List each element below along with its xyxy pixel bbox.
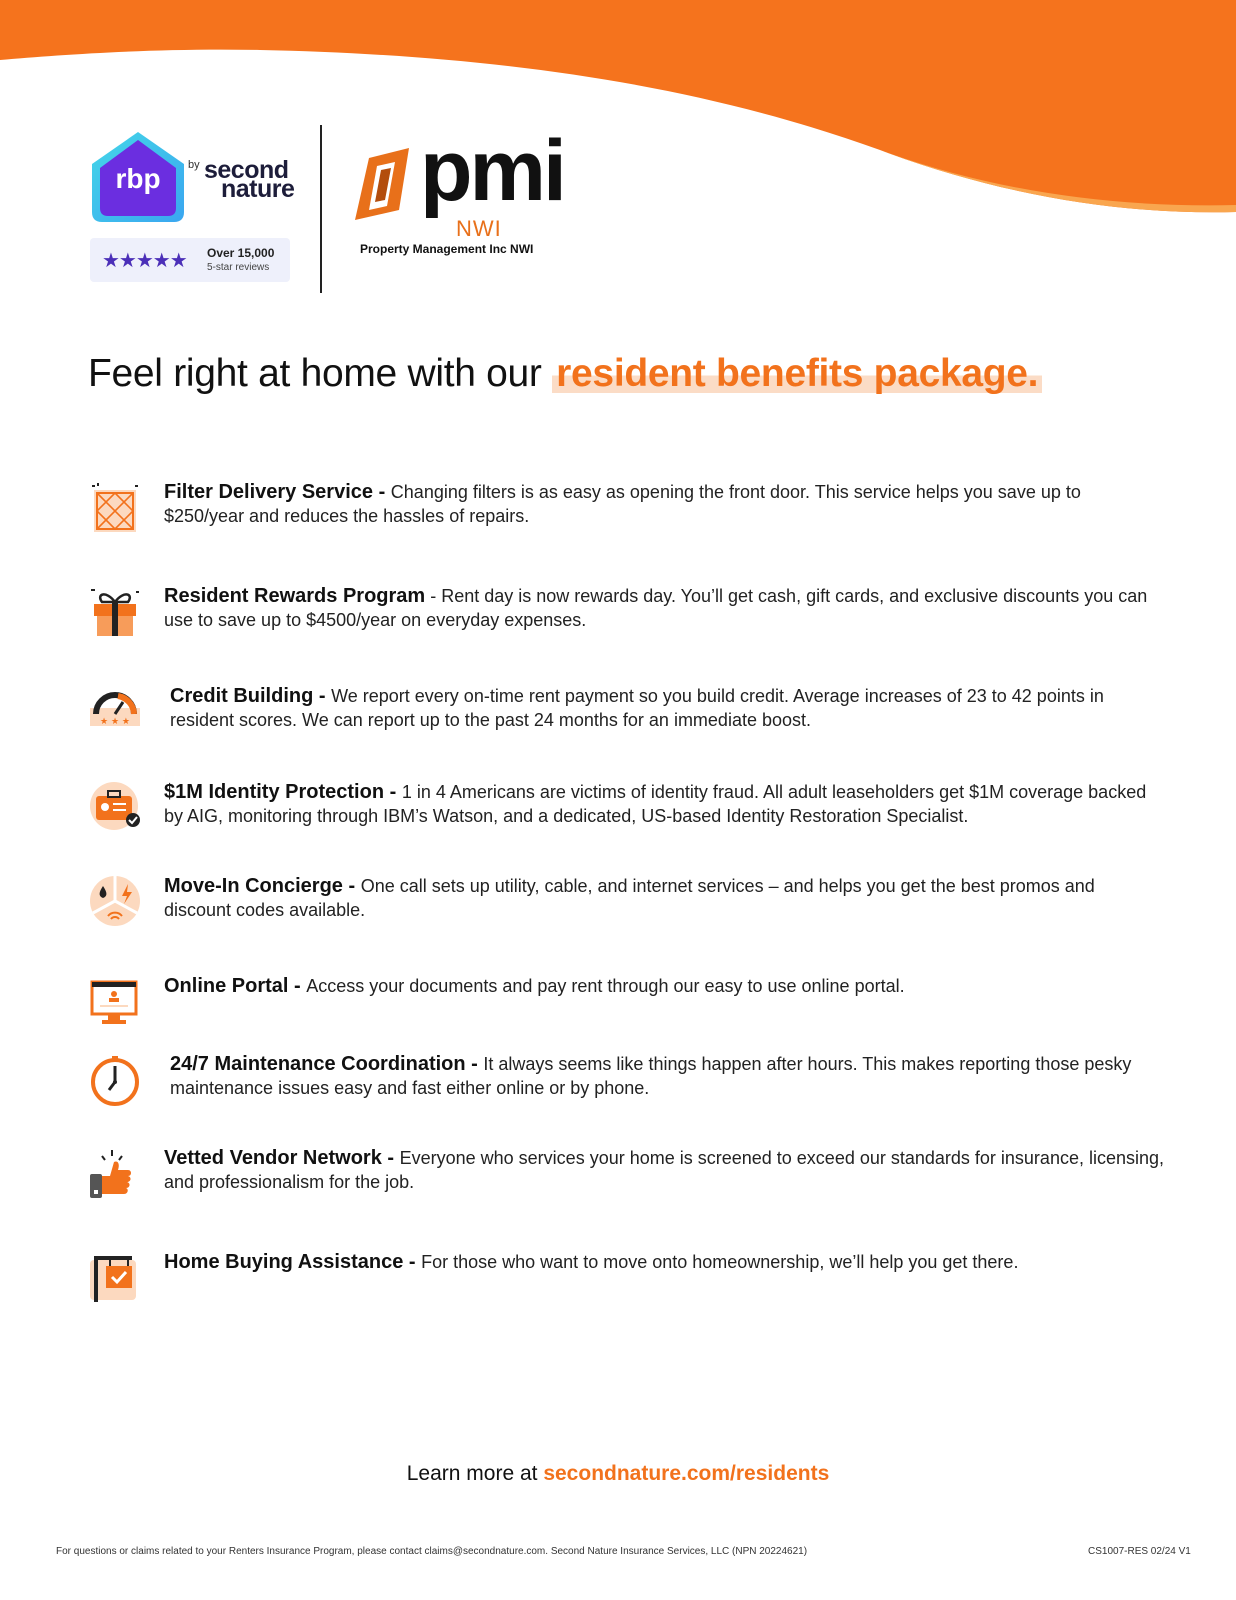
pmi-logo-text: pmi xyxy=(420,123,564,219)
benefit-title: Filter Delivery Service - xyxy=(164,481,391,503)
benefit-title: Credit Building - xyxy=(170,685,332,707)
benefit-title: Home Buying Assistance - xyxy=(164,1251,422,1273)
benefit-desc: - Rent day is now rewards day. You’ll get cash, gift cards, and exclusive discounts you can use to save up to $4500/year on everyday expenses. xyxy=(164,586,1148,630)
benefit-desc: Everyone who services your home is screened to exceed our standards for insurance, licensing, and professionalism for the job. xyxy=(164,1148,1165,1192)
rbp-logo xyxy=(88,130,188,225)
headline-highlight: resident benefits package. xyxy=(552,352,1042,395)
svg-text:★ ★ ★: ★ ★ ★ xyxy=(100,717,130,727)
benefit-title: 24/7 Maintenance Coordination - xyxy=(170,1053,484,1075)
reviews-label: 5-star reviews xyxy=(207,262,270,273)
headline-lead: Feel right at home with our xyxy=(88,352,553,395)
home-sign-icon xyxy=(88,1250,142,1304)
footer-code: CS1007-RES 02/24 V1 xyxy=(1088,1546,1191,1557)
benefit-desc: Changing filters is as easy as opening the front door. This service helps you save up to $250/year and reduces the hassles of repairs. xyxy=(164,482,1081,526)
benefit-desc: One call sets up utility, cable, and internet services – and helps you get the best promos and discount codes available. xyxy=(164,876,1095,920)
nature-label: nature xyxy=(221,175,295,203)
benefit-desc: For those who want to move onto homeownership, we’ll help you get there. xyxy=(421,1252,1019,1272)
footer-disclaimer: For questions or claims related to your Renters Insurance Program, please contact claims@secondnature.com. Second Nature Insurance Services, LLC (NPN 20224621) xyxy=(56,1546,808,1557)
learn-more xyxy=(0,1462,1236,1486)
benefit-title: Online Portal - xyxy=(164,975,307,997)
filter-icon xyxy=(88,480,142,534)
benefit-title: Vetted Vendor Network - xyxy=(164,1147,400,1169)
star-rating-icon: ★★★★★ xyxy=(102,250,187,272)
reviews-count: Over 15,000 xyxy=(207,246,275,260)
rbp-logo-text: rbp xyxy=(115,163,161,194)
utilities-icon xyxy=(88,874,142,928)
benefit-title: $1M Identity Protection - xyxy=(164,781,402,803)
thumbs-up-icon xyxy=(88,1146,142,1200)
benefit-desc: We report every on-time rent payment so you build credit. Average increases of 23 to 42 points in resident scores. We can report up to the past 24 months for an immediate boost. xyxy=(170,686,1104,730)
pmi-region: NWI xyxy=(456,216,502,241)
reviews-badge xyxy=(90,238,290,282)
learn-more-link[interactable]: secondnature.com/residents xyxy=(543,1462,830,1485)
credit-gauge-icon xyxy=(88,684,142,738)
benefit-desc: 1 in 4 Americans are victims of identity fraud. All adult leaseholders get $1M coverage backed by AIG, monitoring through IBM’s Watson, and a dedicated, US-based Identity Restoration Specialist. xyxy=(164,782,1147,826)
benefit-desc: Access your documents and pay rent through our easy to use online portal. xyxy=(306,976,905,996)
pmi-subtitle: Property Management Inc NWI xyxy=(360,242,534,256)
by-label: by xyxy=(188,159,200,171)
pmi-mark-icon xyxy=(355,148,415,223)
benefit-desc: It always seems like things happen after hours. This makes reporting those pesky maintenance issues easy and fast either online or by phone. xyxy=(170,1054,1132,1098)
identity-card-icon xyxy=(88,780,142,834)
benefit-title: Resident Rewards Program xyxy=(164,585,426,607)
learn-more-lead: Learn more at xyxy=(406,1462,544,1485)
benefit-title: Move-In Concierge - xyxy=(164,875,361,897)
second-label: second xyxy=(204,156,289,184)
page-headline xyxy=(88,352,1042,396)
clock-icon xyxy=(88,1052,142,1106)
gift-icon xyxy=(88,584,142,638)
monitor-icon xyxy=(88,974,142,1028)
logo-divider xyxy=(320,125,322,293)
